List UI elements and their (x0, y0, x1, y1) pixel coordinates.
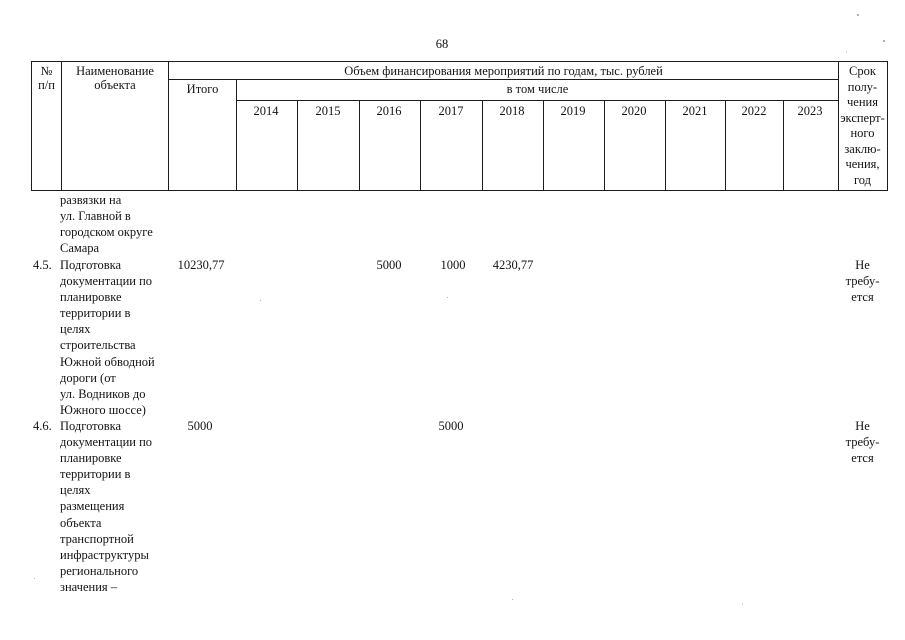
header-year: 2022 (741, 104, 767, 118)
header-year: 2014 (253, 104, 279, 118)
years-header-rule (236, 100, 838, 101)
divider-name-total (168, 61, 169, 191)
header-year: 2017 (438, 104, 464, 118)
row-total: 10230,77 (177, 258, 225, 272)
scan-speck (742, 604, 743, 605)
header-name: Наименование объекта (76, 64, 154, 92)
header-including: в том числе (506, 82, 569, 96)
row-number: 4.6. (33, 419, 52, 433)
scan-speck (512, 599, 513, 600)
funding-header-rule (168, 79, 838, 80)
row-term: Не требу- ется (845, 419, 880, 466)
header-year: 2018 (499, 104, 525, 118)
header-funding: Объем финансирования мероприятий по годам, тыс. рублей (344, 64, 663, 78)
table-top-border (31, 61, 887, 62)
header-year: 2015 (315, 104, 341, 118)
row-name: Подготовка документации по планировке территории в целях размещения объекта транспортной инфраструктуры регионального значения – (60, 419, 153, 594)
header-year: 2021 (682, 104, 708, 118)
row-number: 4.5. (33, 258, 52, 272)
scan-speck (846, 51, 847, 52)
header-year: 2020 (621, 104, 647, 118)
page-number: 68 (435, 37, 449, 51)
scan-speck (34, 578, 35, 579)
header-num: № п/п (38, 64, 55, 92)
scan-speck (857, 14, 859, 16)
scan-speck (447, 297, 448, 298)
row-value-2018: 4230,77 (492, 258, 534, 272)
scan-speck (883, 40, 885, 42)
row-value-2016: 5000 (376, 258, 402, 272)
header-year: 2023 (797, 104, 823, 118)
header-year: 2016 (376, 104, 402, 118)
header-term: Срок полу- чения эксперт- ного заклю- чения, год (840, 64, 885, 187)
row-value-2017: 5000 (438, 419, 464, 433)
row-term: Не требу- ется (845, 258, 880, 305)
header-bottom-border (31, 190, 887, 191)
scan-speck (260, 300, 261, 301)
row-total: 5000 (187, 419, 213, 433)
header-total: Итого (186, 82, 219, 96)
header-year: 2019 (560, 104, 586, 118)
row-name: Подготовка документации по планировке территории в целях строительства Южной обводной дороги (от ул. Водников до Южного шоссе) (60, 258, 155, 417)
row-value-2017: 1000 (440, 258, 466, 272)
table-row-continuation-name: развязки на ул. Главной в городском округе Самара (60, 193, 153, 256)
